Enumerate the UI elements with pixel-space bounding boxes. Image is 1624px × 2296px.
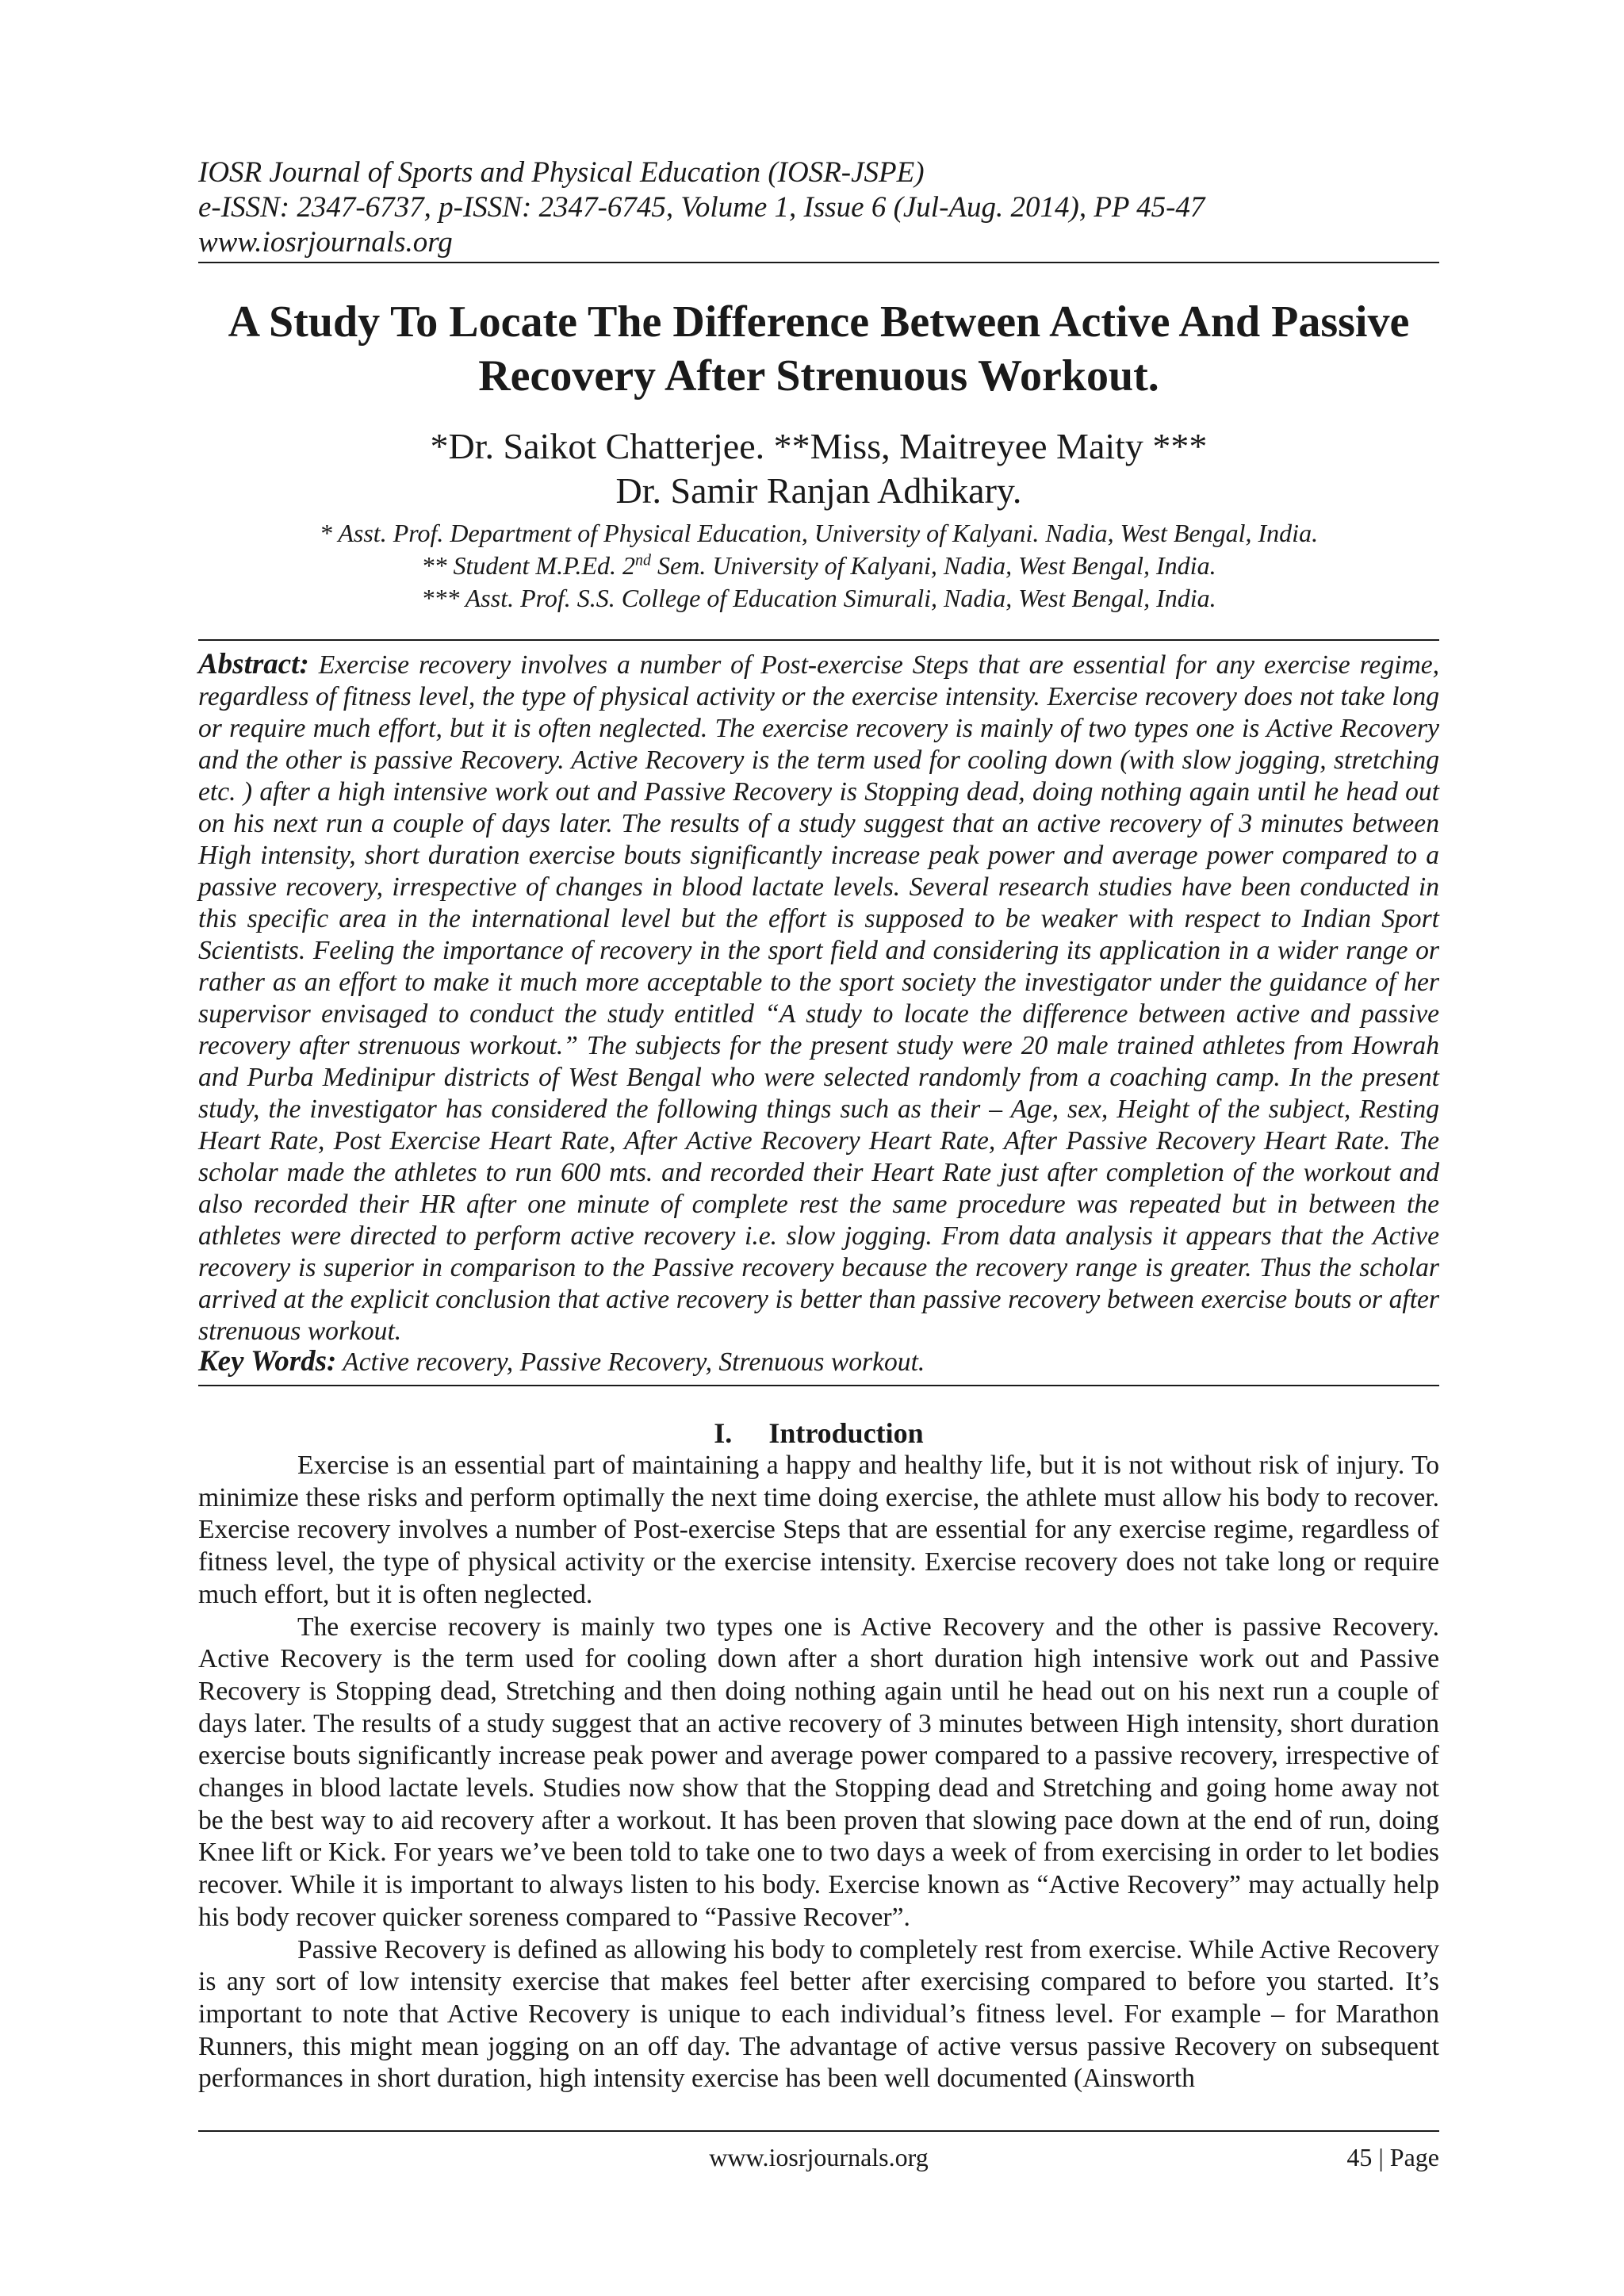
keywords (198, 1346, 1439, 1378)
title-line-2: Recovery After Strenuous Workout. (478, 351, 1159, 401)
paper-title (198, 295, 1439, 403)
authors-line-1: *Dr. Saikot Chatterjee. **Miss, Maitreyee Maity *** (430, 426, 1208, 466)
title-line-1: A Study To Locate The Difference Between Active And Passive (228, 297, 1410, 347)
affiliation-list (198, 517, 1439, 615)
author-list (198, 424, 1439, 513)
header-divider (198, 262, 1439, 263)
abstract-label: Abstract: (198, 648, 309, 680)
journal-website[interactable]: www.iosrjournals.org (198, 226, 453, 259)
keywords-label: Key Words: (198, 1345, 337, 1378)
page-number: 45 | Page (1346, 2143, 1439, 2171)
affiliation-2: ** Student M.P.Ed. 2nd Sem. University of Kalyani, Nadia, West Bengal, India. (421, 551, 1216, 580)
affiliation-1: * Asst. Prof. Department of Physical Education, University of Kalyani. Nadia, West Bengal, India. (319, 519, 1319, 547)
abstract-top-divider (198, 639, 1439, 641)
paragraph: Passive Recovery is defined as allowing his body to completely rest from exercise. While Active Recovery is any sort of low intensity exercise that makes feel better after exercising compared to before you started. It’s important to note that Active Recovery is unique to each individual’s fitness level. For example – for Marathon Runners, this might mean jogging on an off day. The advantage of active versus passive Recovery on subsequent performances in short duration, high intensity exercise has been well documented (Ainsworth (198, 1934, 1439, 2094)
paragraph: The exercise recovery is mainly two types one is Active Recovery and the other is passive Recovery. Active Recovery is the term used for cooling down after a short duration high intensive work out and Passive Recovery is Stopping dead, Stretching and then doing nothing again until he head out on his next run a couple of days later. The results of a study suggest that an active recovery of 3 minutes between High intensity, short duration exercise bouts significantly increase peak power and average power compared to a passive recovery, irrespective of changes in blood lactate levels. Studies now show that the Stopping dead and Stretching and going home away not be the best way to aid recovery after a workout. It has been proven that slowing pace down at the end of run, doing Knee lift or Kick. For years we’ve been told to take one to two days a week of from exercising in order to let bodies recover. While it is important to always listen to his body. Exercise known as “Active Recovery” may actually help his body recover quicker soreness compared to “Passive Recover”. (198, 1612, 1439, 1932)
footer-website[interactable]: www.iosrjournals.org (709, 2143, 929, 2171)
journal-issn: e-ISSN: 2347-6737, p-ISSN: 2347-6745, Volume 1, Issue 6 (Jul-Aug. 2014), PP 45-47 (198, 191, 1205, 224)
paragraph: Exercise is an essential part of maintaining a happy and healthy life, but it is not without risk of injury. To minimize these risks and perform optimally the next time doing exercise, the athlete must allow his body to recover. Exercise recovery involves a number of Post-exercise Steps that are essential for any exercise regime, regardless of fitness level, the type of physical activity or the exercise intensity. Exercise recovery does not take long or require much effort, but it is often neglected. (198, 1451, 1439, 1609)
authors-line-2: Dr. Samir Ranjan Adhikary. (615, 470, 1022, 511)
abstract-text: Exercise recovery involves a number of Post-exercise Steps that are essential for any exercise regime, regardless of fitness level, the type of physical activity or the exercise intensity. Exercise recovery does not take long or require much effort, but it is often neglected. The exercise recovery is mainly of two types one is Active Recovery and the other is passive Recovery. Active Recovery is the term used for cooling down (with slow jogging, stretching etc. ) after a high intensive work out and Passive Recovery is Stopping dead, doing nothing again until he head out on his next run a couple of days later. The results of a study suggest that an active recovery of 3 minutes between High intensity, short duration exercise bouts significantly increase peak power and average power compared to a passive recovery, irrespective of changes in blood lactate levels. Several research studies have been conducted in this specific area in the international level but the effort is supposed to be weaker with respect to Indian Sport Scientists. Feeling the importance of recovery in the sport field and considering its application in a wider range or rather as an effort to make it much more acceptable to the sport society the investigator under the guidance of her supervisor envisaged to conduct the study entitled “A study to locate the difference between active and passive recovery after strenuous workout.” The subjects for the present study were 20 male trained athletes from Howrah and Purba Medinipur districts of West Bengal who were selected randomly from a coaching camp. In the present study, the investigator has considered the following things such as their – Age, sex, Height of the subject, Resting Heart Rate, Post Exercise Heart Rate, After Active Recovery Heart Rate, After Passive Recovery Heart Rate. The scholar made the athletes to run 600 mts. and recorded their Heart Rate just after completion of the workout and also recorded their HR after one minute of complete rest the same procedure was repeated but in between the athletes were directed to perform active recovery i.e. slow jogging. From data analysis it appears that the Active recovery is superior in comparison to the Passive recovery because the recovery range is greater. Thus the scholar arrived at the explicit conclusion that active recovery is better than passive recovery between exercise bouts or after strenuous workout. (198, 650, 1440, 1346)
keywords-text: Active recovery, Passive Recovery, Strenuous workout. (343, 1347, 925, 1377)
section-title: Introduction (768, 1417, 924, 1449)
journal-name: IOSR Journal of Sports and Physical Education (IOSR-JSPE) (198, 156, 925, 189)
footer-divider (198, 2130, 1439, 2132)
section-heading-introduction (198, 1416, 1439, 1451)
abstract-bottom-divider (198, 1385, 1439, 1386)
affiliation-3: *** Asst. Prof. S.S. College of Education Simurali, Nadia, West Bengal, India. (421, 584, 1216, 612)
introduction-body (198, 1450, 1439, 2095)
section-number: I. (714, 1417, 733, 1449)
journal-header (198, 155, 1435, 260)
abstract (198, 649, 1439, 1347)
